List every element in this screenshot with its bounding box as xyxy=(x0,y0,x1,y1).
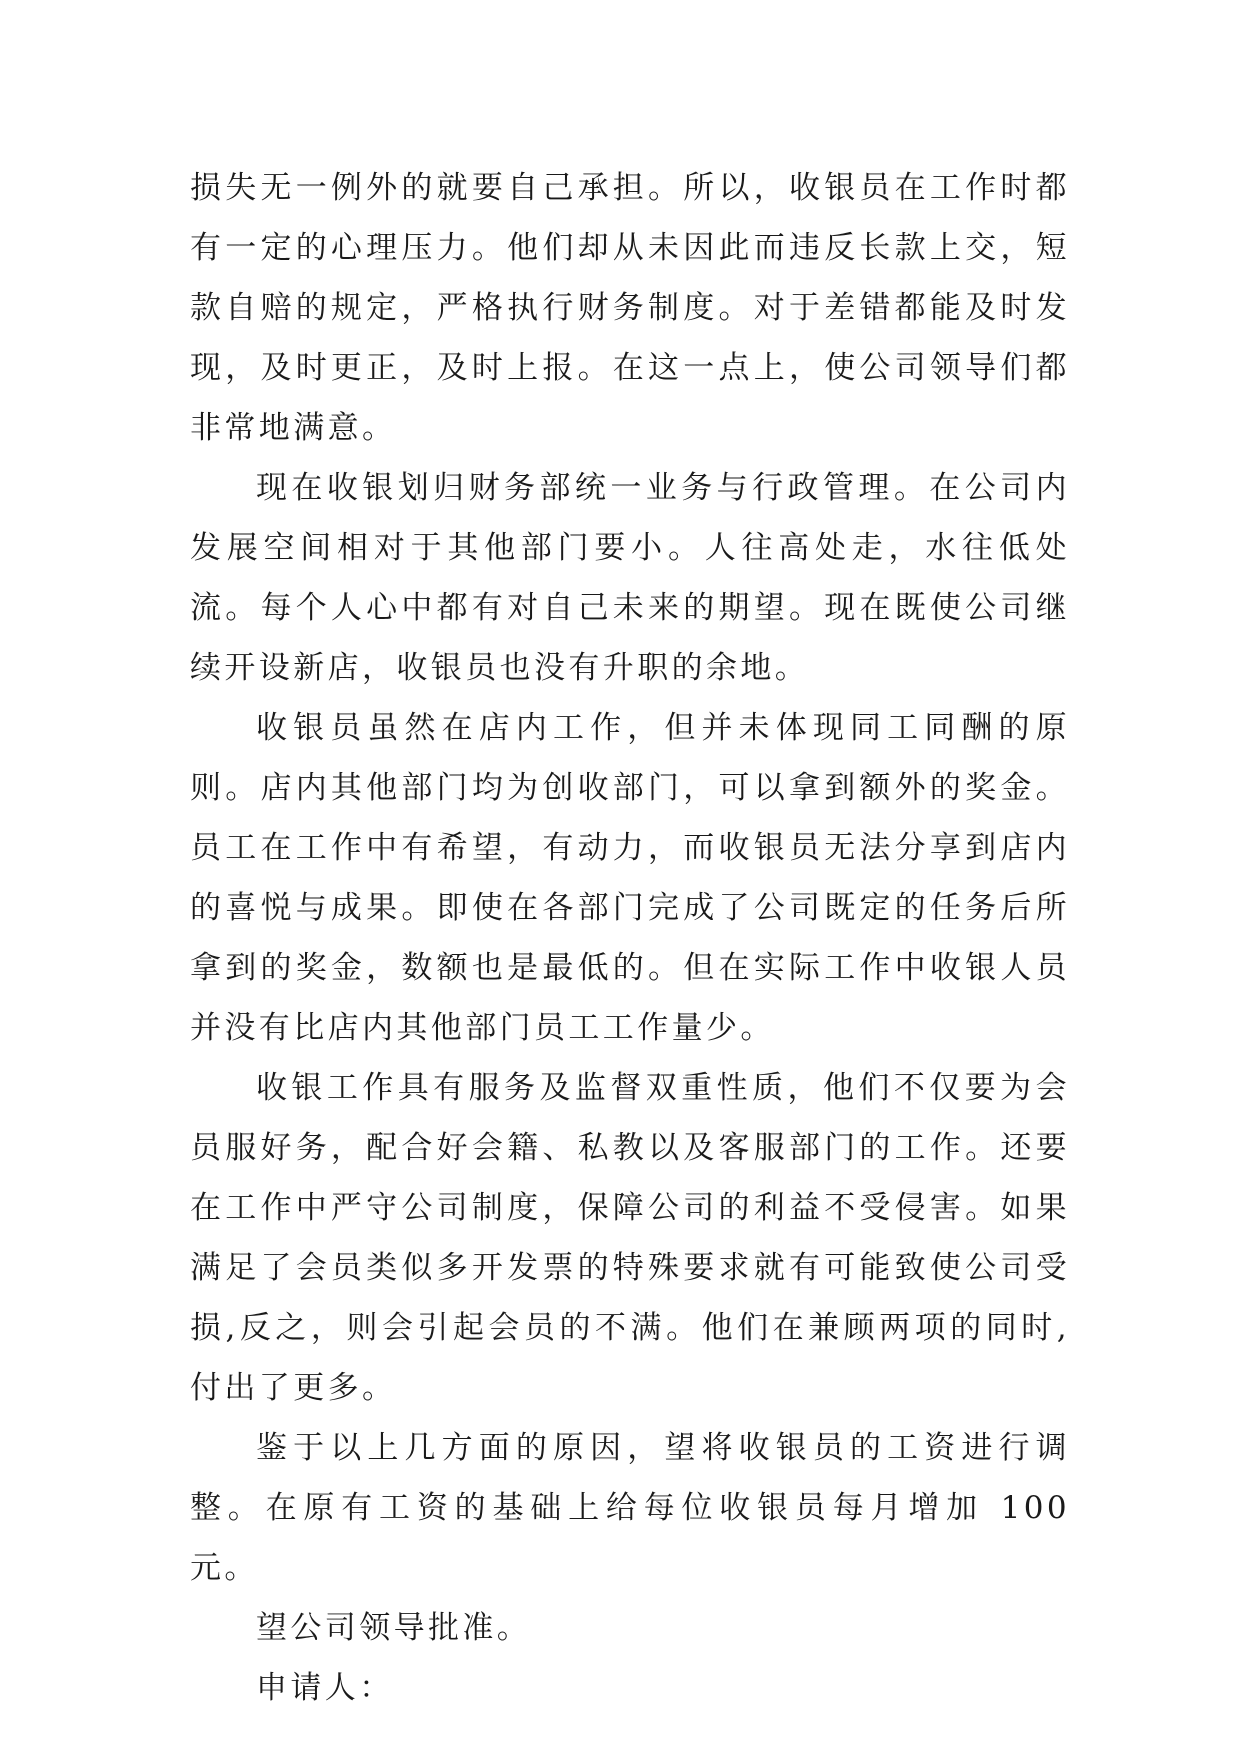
paragraph-continued: 损失无一例外的就要自己承担。所以，收银员在工作时都有一定的心理压力。他们却从未因此而违反长款上交，短款自赔的规定，严格执行财务制度。对于差错都能及时发现，及时更正，及时上报。在这一点上，使公司领导们都非常地满意。 xyxy=(190,170,1070,446)
paragraph-dual-nature: 收银工作具有服务及监督双重性质，他们不仅要为会员服好务，配合好会籍、私教以及客服部门的工作。还要在工作中严守公司制度，保障公司的利益不受侵害。如果满足了会员类似多开发票的特殊要求就有可能致使公司受损,反之，则会引起会员的不满。他们在兼顾两项的同时,付出了更多。 xyxy=(190,1070,1070,1406)
paragraph-approval: 望公司领导批准。 xyxy=(256,1610,532,1646)
paragraph-development-space: 现在收银划归财务部统一业务与行政管理。在公司内发展空间相对于其他部门要小。人往高处走，水往低处流。每个人心中都有对自己未来的期望。现在既使公司继续开设新店，收银员也没有升职的余地。 xyxy=(190,470,1070,686)
paragraph-equal-pay: 收银员虽然在店内工作，但并未体现同工同酬的原则。店内其他部门均为创收部门，可以拿到额外的奖金。员工在工作中有希望，有动力，而收银员无法分享到店内的喜悦与成果。即使在各部门完成了公司既定的任务后所拿到的奖金，数额也是最低的。但在实际工作中收银人员并没有比店内其他部门员工工作量少。 xyxy=(190,710,1070,1046)
applicant-line: 申请人： xyxy=(256,1670,394,1706)
document-body xyxy=(190,158,1070,1718)
paragraph-request: 鉴于以上几方面的原因，望将收银员的工资进行调整。在原有工资的基础上给每位收银员每月增加 100 元。 xyxy=(190,1430,1070,1586)
